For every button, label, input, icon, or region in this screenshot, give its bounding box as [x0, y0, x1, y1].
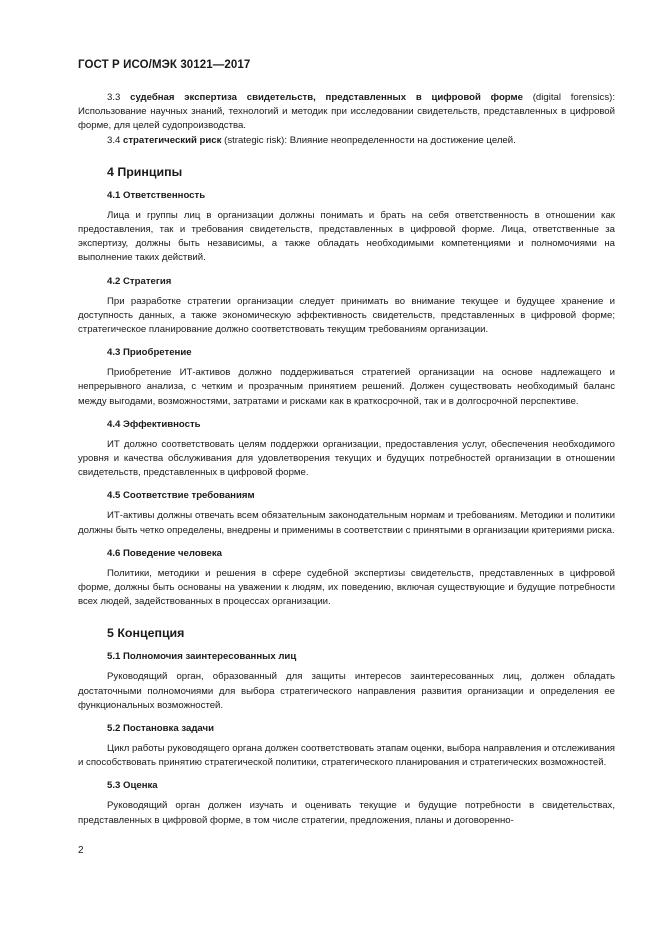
document-body: [78, 91, 615, 828]
subsection-title: 4.1 Ответственность: [107, 189, 206, 201]
subsection-title: 4.4 Эффективность: [107, 418, 201, 430]
section-title-concept: 5 Концепция: [107, 626, 185, 641]
subsection-text: При разработке стратегии организации следует принимать во внимание текущее и будущее хранение и доступность данных, а также экономическую эффективность свидетельств, представленных в цифровой форме; стратегическое планирование должно соответствовать текущим требованиям организации.: [78, 295, 615, 336]
subsection-title: 5.3 Оценка: [107, 780, 158, 792]
section-title-principles: 4 Принципы: [107, 164, 183, 179]
subsection-title: 5.1 Полномочия заинтересованных лиц: [107, 651, 297, 663]
term-english: (digital forensics):: [532, 92, 615, 103]
page-number: 2: [78, 845, 84, 856]
subsection-text: Лица и группы лиц в организации должны понимать и брать на себя ответственность в отношении как предоставления, так и требования свидетельств, представленных в цифровой форме. Лица, ответственные за экспертизу, должны быть независимы, а также обладать необходимыми компетенциями и полномочиями на выполнение таких действий.: [78, 209, 615, 264]
term-name: судебная экспертиза свидетельств, представленных в цифровой форме: [130, 92, 523, 103]
term-english: (strategic risk):: [224, 134, 288, 146]
subsection-title: 5.2 Постановка задачи: [107, 723, 214, 735]
term-definition: Использование научных знаний, технологий и методик при исследовании свидетельств, представленных в цифровой форме, для целей судопроизводства.: [78, 106, 615, 132]
subsection-title: 4.3 Приобретение: [107, 347, 192, 359]
term-name: стратегический риск: [123, 134, 222, 146]
subsection-title: 4.6 Поведение человека: [107, 547, 222, 559]
term-number: 3.3: [107, 92, 121, 103]
subsection-text: Цикл работы руководящего органа должен соответствовать этапам оценки, выбора направления и отслеживания и способствовать принятию стратегической политики, стратегического планирования и стратегических возможностей.: [78, 743, 615, 769]
term-3-4: [78, 134, 615, 148]
term-number: 3.4: [107, 134, 121, 146]
subsection-text: Руководящий орган, образованный для защиты интересов заинтересованных лиц, должен обладать достаточными полномочиями для выбора стратегического направления развития организации и определения ее функциональных возможностей.: [78, 671, 615, 711]
subsection-text: Политики, методики и решения в сфере судебной экспертизы свидетельств, представленных в цифровой форме, должны быть основаны на уважении к людям, их поведению, включая существующие и будущие потребности всех людей, задействованных в процессах организации.: [78, 567, 615, 608]
term-3-3: [78, 91, 615, 134]
subsection-title: 4.2 Стратегия: [107, 275, 172, 287]
subsection-text: Приобретение ИТ-активов должно поддерживаться стратегией организации на основе надлежащего и непрерывного анализа, с четким и прозрачным принятием решений. Должен существовать необходимый баланс между выгодами, возможностями, затратами и рисками как в краткосрочной, так и в долгосрочной перспективе.: [78, 367, 615, 407]
term-definition: Влияние неопределенности на достижение целей.: [289, 134, 516, 146]
standard-header: ГОСТ Р ИСО/МЭК 30121—2017: [78, 59, 251, 71]
subsection-title: 4.5 Соответствие требованиям: [107, 490, 255, 502]
subsection-text: ИТ должно соответствовать целям поддержки организации, предоставления услуг, обеспечения необходимого уровня и качества обслуживания для удовлетворения текущих и будущих потребностей организации в отношении свидетельств, представленных в цифровой форме.: [78, 438, 615, 479]
subsection-text: ИТ-активы должны отвечать всем обязательным законодательным нормам и требованиям. Методики и политики должны быть четко определены, внедрены и применимы в соответствии с принятыми в организации критериями риска.: [78, 510, 615, 536]
subsection-text: Руководящий орган должен изучать и оценивать текущие и будущие потребности в свидетельствах, представленных в цифровой форме, в том числе стратегии, предложения, планы и договоренно-: [78, 800, 615, 826]
